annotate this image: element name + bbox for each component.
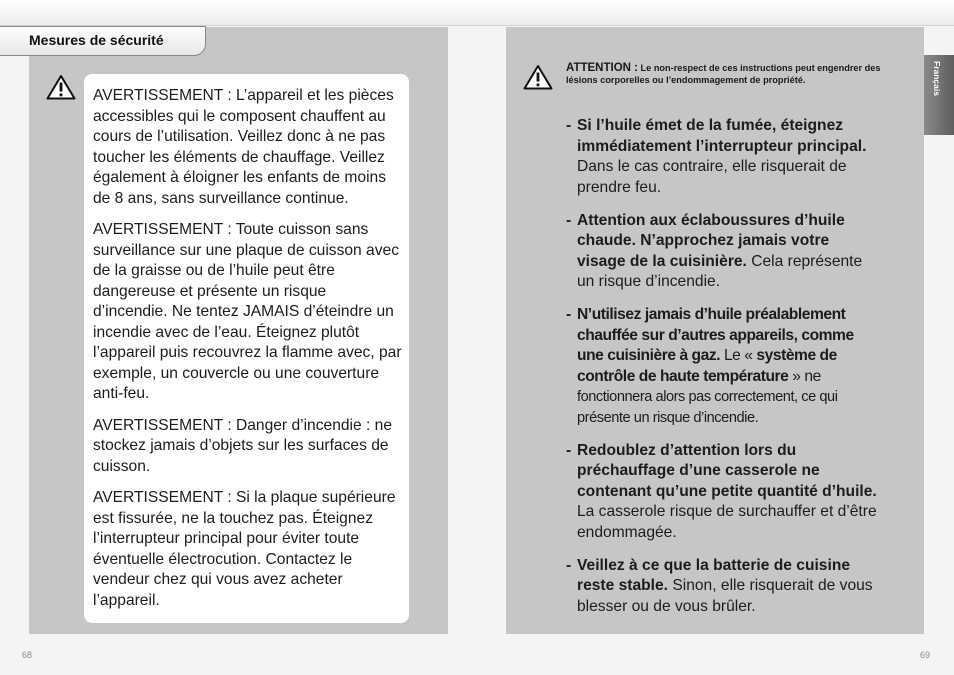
page-number-left: 68 — [22, 650, 33, 660]
attention-title: ATTENTION : — [566, 62, 638, 74]
list-dash: - — [566, 556, 572, 574]
rule-text: » ne — [788, 367, 821, 385]
warning-paragraph: AVERTISSEMENT : L’appareil et les pièces accessibles qui le composent chauffent au cours de l’utilisation. Veillez donc à ne pas toucher les éléments de chauffage. Veillez également à éloigner les enfants de moins de 8 ans, sans surveillance continue. — [93, 87, 394, 207]
list-item — [566, 556, 882, 618]
top-bar — [0, 0, 954, 26]
safety-rules-list — [566, 116, 882, 630]
rule-text: Le « — [720, 347, 757, 364]
section-title: Mesures de sécurité — [29, 32, 164, 48]
rule-bold-text: Veillez à ce que la batterie de cuisine reste stable. — [577, 556, 851, 594]
page-number-right: 69 — [920, 650, 931, 660]
rule-bold-text: Si l’huile émet de la fumée, éteignez immédiatement l’interrupteur principal. — [577, 117, 867, 155]
warning-paragraph: AVERTISSEMENT : Toute cuisson sans surveillance sur une plaque de cuisson avec de la graisse ou de l’huile peut être dangereuse et présente un risque d’incendie. Ne tentez JAMAIS d’éteindre un incendie avec de l’eau. Éteignez plutôt l’appareil puis recouvrez la flamme avec, par exemple, un couvercle ou une couverture anti-feu. — [93, 221, 402, 402]
rule-bold-text: N’utilisez jamais d’huile préalablement chauffée sur d’autres appareils, comme une cuisinière à gaz. — [577, 306, 854, 364]
list-dash: - — [566, 306, 571, 323]
attention-notice — [566, 63, 886, 86]
rule-bold-text: système de contrôle de haute température — [577, 347, 837, 385]
list-dash: - — [566, 211, 572, 229]
list-item — [566, 441, 882, 544]
list-dash: - — [566, 117, 572, 134]
rule-text: fonctionnera alors pas correctement, ce qui présente un risque d’incendie. — [577, 389, 838, 426]
list-item — [566, 305, 882, 428]
rule-bold-text: Redoublez d’attention lors du préchauffage d’une casserole ne contenant qu’une petite quantité d’huile. — [577, 441, 877, 500]
list-dash: - — [566, 441, 572, 459]
warning-box — [84, 74, 409, 623]
rule-bold-text: Attention aux éclaboussures d’huile chaude. N’approchez jamais votre visage de la cuisinière. — [577, 211, 845, 270]
warning-paragraph: AVERTISSEMENT : Danger d’incendie : ne stockez jamais d’objets sur les surfaces de cuisson. — [93, 416, 393, 475]
language-label: Français — [932, 61, 942, 96]
warning-triangle-icon — [46, 74, 76, 100]
rule-text: Sinon, elle risquerait de vous blesser ou de vous brûler. — [577, 577, 873, 615]
rule-text: Cela représente un risque d’incendie. — [577, 252, 863, 290]
list-item — [566, 116, 882, 198]
attention-text: Le non-respect de ces instructions peut engendrer des lésions corporelles ou l’endommagement de propriété. — [566, 63, 881, 85]
rule-text: Dans le cas contraire, elle risquerait de prendre feu. — [577, 158, 847, 196]
language-tab — [924, 55, 954, 135]
warning-paragraph: AVERTISSEMENT : Si la plaque supérieure est fissurée, ne la touchez pas. Éteignez l’interrupteur principal pour éviter toute éventuelle électrocution. Contactez le vendeur chez qui vous avez acheter l’appareil. — [93, 489, 396, 609]
rule-text: La casserole risque de surchauffer et d’être endommagée. — [577, 503, 877, 541]
caution-triangle-icon — [523, 64, 553, 90]
section-tab — [0, 26, 206, 56]
list-item — [566, 211, 882, 293]
